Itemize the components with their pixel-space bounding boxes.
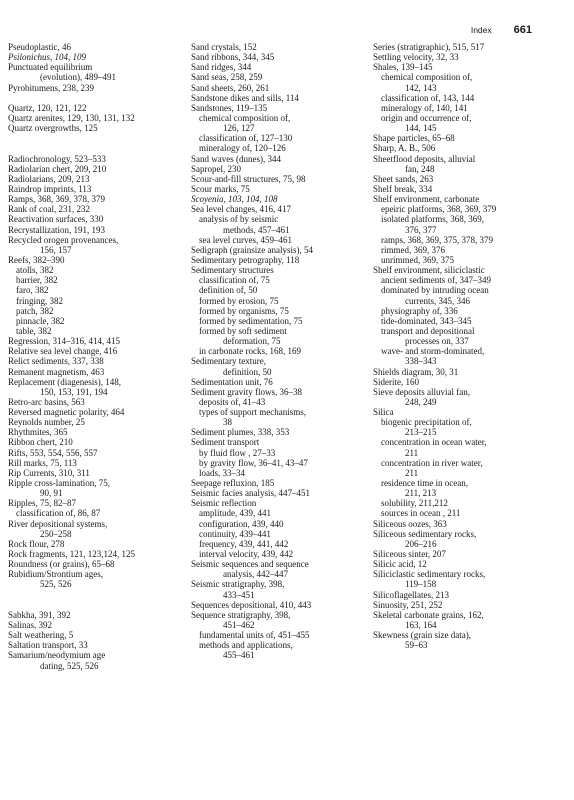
index-continuation: (evolution), 489–491 bbox=[40, 72, 116, 83]
index-entry: Sheetflood deposits, alluvial bbox=[373, 153, 476, 164]
index-subentry: interval velocity, 439, 442 bbox=[199, 549, 294, 560]
index-subentry: barrier, 382 bbox=[16, 275, 58, 286]
index-continuation: 211 bbox=[405, 447, 419, 458]
index-entry: Ramps, 368, 369, 378, 379 bbox=[8, 194, 106, 205]
index-subentry: chemical composition of, bbox=[381, 72, 473, 83]
index-entry: Rank of coal, 231, 232 bbox=[8, 204, 90, 215]
index-subentry: dominated by intruding ocean bbox=[381, 285, 489, 296]
index-subentry: tide-dominated, 343–345 bbox=[381, 315, 472, 326]
index-subentry: table, 382 bbox=[16, 325, 52, 336]
index-entry: Sedimentary structures bbox=[191, 265, 274, 276]
index-subentry: isolated platforms, 368, 369, bbox=[381, 214, 484, 225]
index-column-1 bbox=[8, 42, 186, 671]
running-title: Index bbox=[470, 25, 492, 35]
index-continuation: 433–451 bbox=[223, 589, 255, 600]
index-entry: Quartz arenites, 129, 130, 131, 132 bbox=[8, 112, 135, 123]
index-subentry: ramps, 368, 369, 375, 378, 379 bbox=[381, 234, 493, 245]
index-entry: Siliceous oozes, 363 bbox=[373, 518, 447, 529]
index-entry: Reactivation surfaces, 330 bbox=[8, 214, 104, 225]
index-entry: Seismic stratigraphy, 398, bbox=[191, 579, 285, 590]
index-entry: Rock flour, 278 bbox=[8, 538, 65, 549]
index-entry: Saltation transport, 33 bbox=[8, 640, 88, 651]
index-entry: Shales, 139–145 bbox=[373, 62, 433, 73]
index-continuation: deformation, 75 bbox=[223, 336, 281, 347]
index-entry: Siderite, 160 bbox=[373, 376, 419, 387]
index-subentry: classification of, 75 bbox=[199, 275, 270, 286]
index-subentry: residence time in ocean, bbox=[381, 478, 468, 489]
index-subentry: formed by sedimentation, 75 bbox=[199, 315, 303, 326]
index-entry: Shelf environment, carbonate bbox=[373, 194, 480, 205]
index-continuation: 455–461 bbox=[223, 650, 255, 661]
index-entry: Relative sea level change, 416 bbox=[8, 346, 118, 357]
index-continuation: 376, 377 bbox=[405, 224, 437, 235]
index-continuation: methods, 457–461 bbox=[223, 224, 290, 235]
index-entry: Sand seas, 258, 259 bbox=[191, 72, 263, 83]
index-continuation: 248, 249 bbox=[405, 396, 437, 407]
index-entry: Shelf environment, siliciclastic bbox=[373, 265, 485, 276]
index-subentry: frequency, 439, 441, 442 bbox=[199, 538, 289, 549]
index-entry: Regression, 314–316, 414, 415 bbox=[8, 336, 120, 347]
index-continuation: 126, 127 bbox=[223, 123, 255, 134]
index-subentry: configuration, 439, 440 bbox=[199, 518, 284, 529]
index-entry: Skeletal carbonate grains, 162, bbox=[373, 609, 484, 620]
index-continuation: 206–216 bbox=[405, 538, 437, 549]
index-entry: Psilonichus, 104, 109 bbox=[8, 52, 86, 63]
index-subentry: classification of, 86, 87 bbox=[16, 508, 101, 519]
index-entry: Sand sheets, 260, 261 bbox=[191, 82, 270, 93]
index-continuation: fan, 248 bbox=[405, 163, 435, 174]
index-entry: Shields diagram, 30, 31 bbox=[373, 366, 459, 377]
index-continuation: 150, 153, 191, 194 bbox=[40, 386, 108, 397]
spacer bbox=[8, 133, 186, 143]
index-entry: Sedimentary petrography, 118 bbox=[191, 254, 300, 265]
index-entry: Silica bbox=[373, 407, 394, 418]
index-subentry: patch, 382 bbox=[16, 305, 54, 316]
index-continuation: currents, 345, 346 bbox=[405, 295, 470, 306]
index-continuation: 451–462 bbox=[223, 620, 255, 631]
index-continuation: 250–258 bbox=[40, 528, 72, 539]
index-continuation: analysis, 442–447 bbox=[223, 569, 288, 580]
index-entry: Sedimentary texture, bbox=[191, 356, 266, 367]
index-subentry: ancient sediments of, 347–349 bbox=[381, 275, 491, 286]
index-subentry: by gravity flow, 36–41, 43–47 bbox=[199, 457, 308, 468]
index-entry: Recrystallization, 191, 193 bbox=[8, 224, 105, 235]
index-subentry: by fluid flow , 27–33 bbox=[199, 447, 276, 458]
index-entry: Pyrobitumens, 238, 239 bbox=[8, 82, 95, 93]
index-entry: Siliceous sinter, 207 bbox=[373, 549, 446, 560]
index-entry: Rubidium/Strontium ages, bbox=[8, 569, 104, 580]
index-subentry: amplitude, 439, 441 bbox=[199, 508, 271, 519]
index-subentry: mineralogy of, 120–126 bbox=[199, 143, 286, 154]
index-entry: Seismic sequences and sequence bbox=[191, 559, 309, 570]
index-column-3 bbox=[373, 42, 571, 650]
index-subentry: rimmed, 369, 376 bbox=[381, 244, 445, 255]
index-entry: Sandstone dikes and sills, 114 bbox=[191, 92, 299, 103]
index-entry: Rifts, 553, 554, 556, 557 bbox=[8, 447, 98, 458]
index-entry: Raindrop imprints, 113 bbox=[8, 183, 92, 194]
index-subentry: formed by organisms, 75 bbox=[199, 305, 289, 316]
index-subentry: analysis of by seismic bbox=[199, 214, 279, 225]
index-entry: Silicic acid, 12 bbox=[373, 559, 427, 570]
index-subentry: classification of, 143, 144 bbox=[381, 92, 475, 103]
index-entry: Skewness (grain size data), bbox=[373, 630, 471, 641]
index-entry: Sapropel, 230 bbox=[191, 163, 241, 174]
index-entry: Ripples, 75, 82–87 bbox=[8, 498, 77, 509]
index-subentry: formed by erosion, 75 bbox=[199, 295, 279, 306]
index-entry: Shelf break, 334 bbox=[373, 183, 433, 194]
index-subentry: atolls, 382 bbox=[16, 265, 54, 276]
index-entry: Rhythmites, 365 bbox=[8, 427, 68, 438]
index-subentry: types of support mechanisms, bbox=[199, 407, 306, 418]
index-entry: River depositional systems, bbox=[8, 518, 108, 529]
index-subentry: epeiric platforms, 368, 369, 379 bbox=[381, 204, 497, 215]
index-entry: Samarium/neodymium age bbox=[8, 650, 106, 661]
index-subentry: mineralogy of, 140, 141 bbox=[381, 102, 468, 113]
index-subentry: in carbonate rocks, 168, 169 bbox=[199, 346, 301, 357]
index-continuation: 163, 164 bbox=[405, 620, 437, 631]
index-entry: Sediment transport bbox=[191, 437, 260, 448]
index-entry: Scoyenia, 103, 104, 108 bbox=[191, 194, 278, 205]
index-entry: Scour-and-fill structures, 75, 98 bbox=[191, 173, 306, 184]
index-entry: Salinas, 392 bbox=[8, 620, 52, 631]
index-entry: Sharp, A. B., 506 bbox=[373, 143, 436, 154]
index-entry: Seepage refluxion, 185 bbox=[191, 478, 275, 489]
index-entry: Retro-arc basins, 563 bbox=[8, 396, 85, 407]
index-entry: Radiolarians, 209, 213 bbox=[8, 173, 90, 184]
index-subentry: physiography of, 336 bbox=[381, 305, 458, 316]
index-subentry: chemical composition of, bbox=[199, 112, 291, 123]
index-subentry: fundamental units of, 451–455 bbox=[199, 630, 310, 641]
index-entry: Radiochronology, 523–533 bbox=[8, 153, 106, 164]
index-entry: Sabkha, 391, 392 bbox=[8, 609, 71, 620]
index-continuation: definition, 50 bbox=[223, 366, 272, 377]
index-entry: Quartz, 120, 121, 122 bbox=[8, 102, 87, 113]
index-entry: Rill marks, 75, 113 bbox=[8, 457, 77, 468]
index-continuation: 90, 91 bbox=[40, 488, 63, 499]
index-entry: Settling velocity, 32, 33 bbox=[373, 52, 459, 63]
index-entry: Scour marks, 75 bbox=[191, 183, 250, 194]
index-continuation: 59–63 bbox=[405, 640, 428, 651]
index-subentry: sources in ocean , 211 bbox=[381, 508, 461, 519]
index-entry: Pseudoplastic, 46 bbox=[8, 42, 71, 52]
index-entry: Series (stratigraphic), 515, 517 bbox=[373, 42, 485, 52]
index-entry: Rip Currents, 310, 311 bbox=[8, 467, 90, 478]
index-entry: Rock fragments, 121, 123,124, 125 bbox=[8, 549, 135, 560]
index-subentry: biogenic precipitation of, bbox=[381, 417, 472, 428]
index-entry: Radiolarian chert, 209, 210 bbox=[8, 163, 107, 174]
index-entry: Ribbon chert, 210 bbox=[8, 437, 73, 448]
index-subentry: concentration in river water, bbox=[381, 457, 483, 468]
index-entry: Siliceous sedimentary rocks, bbox=[373, 528, 477, 539]
index-entry: Sequences depositional, 410, 443 bbox=[191, 599, 312, 610]
index-entry: Ripple cross-lamination, 75, bbox=[8, 478, 110, 489]
index-continuation: processes on, 337 bbox=[405, 336, 469, 347]
spacer bbox=[8, 143, 186, 153]
index-subentry: deposits of, 41–43 bbox=[199, 396, 266, 407]
index-entry: Seismic facies analysis, 447–451 bbox=[191, 488, 310, 499]
index-subentry: classification of, 127–130 bbox=[199, 133, 293, 144]
index-subentry: continuity, 439–441 bbox=[199, 528, 271, 539]
index-entry: Shape particles, 65–68 bbox=[373, 133, 455, 144]
index-subentry: loads, 33–34 bbox=[199, 467, 245, 478]
index-entry: Siliciclastic sedimentary rocks, bbox=[373, 569, 486, 580]
index-subentry: origin and occurrence of, bbox=[381, 112, 472, 123]
index-entry: Sand crystals, 152 bbox=[191, 42, 257, 52]
index-entry: Punctuated equilibrium bbox=[8, 62, 93, 73]
index-entry: Sieve deposits alluvial fan, bbox=[373, 386, 470, 397]
page-header bbox=[471, 24, 532, 36]
index-entry: Seismic reflection bbox=[191, 498, 257, 509]
index-continuation: 119–158 bbox=[405, 579, 437, 590]
index-continuation: 38 bbox=[223, 417, 232, 428]
index-continuation: dating, 525, 526 bbox=[40, 660, 99, 671]
index-continuation: 144, 145 bbox=[405, 123, 437, 134]
index-entry: Sand waves (dunes), 344 bbox=[191, 153, 281, 164]
index-continuation: 213–215 bbox=[405, 427, 437, 438]
spacer bbox=[8, 600, 186, 610]
index-entry: Sedimentation unit, 76 bbox=[191, 376, 273, 387]
spacer bbox=[8, 590, 186, 600]
index-subentry: methods and applications, bbox=[199, 640, 293, 651]
index-entry: Sheet sands, 263 bbox=[373, 173, 434, 184]
index-entry: Sedigraph (grainsize analysis), 54 bbox=[191, 244, 313, 255]
index-entry: Roundness (or grains), 65–68 bbox=[8, 559, 115, 570]
index-subentry: transport and depositional bbox=[381, 325, 475, 336]
index-subentry: definition of, 50 bbox=[199, 285, 258, 296]
index-entry: Salt weathering, 5 bbox=[8, 630, 74, 641]
index-entry: Sediment gravity flows, 36–38 bbox=[191, 386, 302, 397]
index-subentry: pinnacle, 382 bbox=[16, 315, 65, 326]
index-entry: Sand ribbons, 344, 345 bbox=[191, 52, 275, 63]
page-number: 661 bbox=[513, 24, 532, 36]
index-subentry: formed by soft sediment bbox=[199, 325, 287, 336]
index-subentry: unrimmed, 369, 375 bbox=[381, 254, 454, 265]
index-entry: Reynolds number, 25 bbox=[8, 417, 85, 428]
index-subentry: sea level curves, 459–461 bbox=[199, 234, 292, 245]
index-entry: Silicoflagellates, 213 bbox=[373, 589, 449, 600]
index-continuation: 156, 157 bbox=[40, 244, 72, 255]
index-continuation: 211, 213 bbox=[405, 488, 437, 499]
index-subentry: wave- and storm-dominated, bbox=[381, 346, 485, 357]
index-entry: Relict sediments, 337, 338 bbox=[8, 356, 104, 367]
index-continuation: 338–343 bbox=[405, 356, 437, 367]
index-entry: Sequence stratigraphy, 398, bbox=[191, 609, 291, 620]
index-entry: Sand ridges, 344 bbox=[191, 62, 252, 73]
index-subentry: fringing, 382 bbox=[16, 295, 63, 306]
spacer bbox=[8, 93, 186, 103]
index-column-2 bbox=[191, 42, 369, 661]
index-entry: Sea level changes, 416, 417 bbox=[191, 204, 291, 215]
index-continuation: 525, 526 bbox=[40, 579, 72, 590]
index-entry: Recycled orogen provenances, bbox=[8, 234, 119, 245]
index-continuation: 211 bbox=[405, 467, 419, 478]
index-entry: Sandstones, 119–135 bbox=[191, 102, 268, 113]
index-entry: Sediment plumes, 338, 353 bbox=[191, 427, 290, 438]
index-entry: Reversed magnetic polarity, 464 bbox=[8, 407, 125, 418]
index-continuation: 142, 143 bbox=[405, 82, 437, 93]
index-entry: Sinuosity, 251, 252 bbox=[373, 599, 443, 610]
index-entry: Quartz overgrowths, 125 bbox=[8, 123, 98, 134]
index-subentry: faro, 382 bbox=[16, 285, 49, 296]
index-subentry: concentration in ocean water, bbox=[381, 437, 487, 448]
index-subentry: solubility, 211,212 bbox=[381, 498, 448, 509]
index-entry: Replacement (diagenesis), 148, bbox=[8, 376, 121, 387]
index-entry: Reefs, 382–390 bbox=[8, 254, 65, 265]
index-entry: Remanent magnetism, 463 bbox=[8, 366, 105, 377]
